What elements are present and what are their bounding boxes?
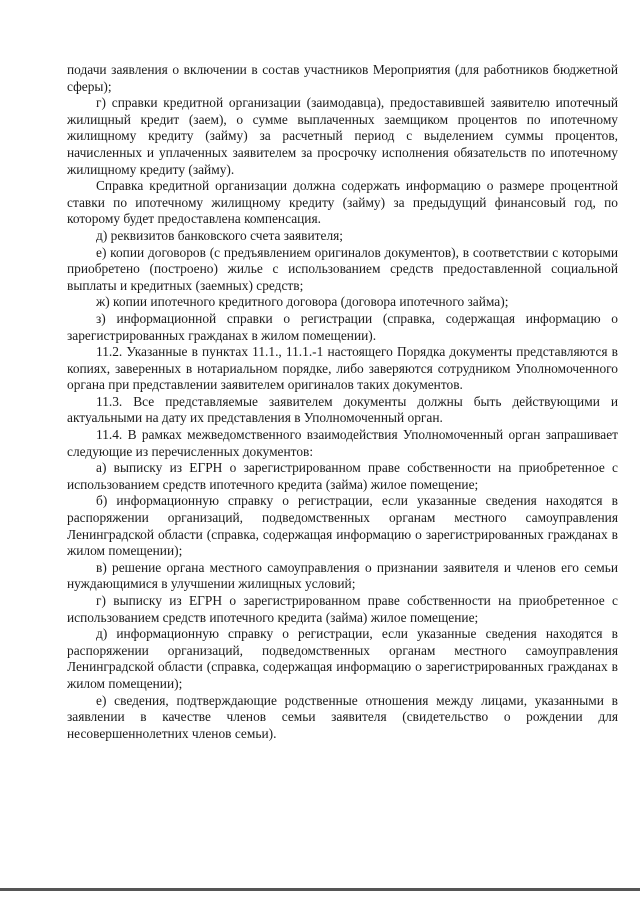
paragraph-section-11-3: 11.3. Все представляемые заявителем документы должны быть действующими и актуальными на дату их представления в Уполномоченный орган. bbox=[67, 393, 618, 426]
paragraph-item-e-contracts: е) копии договоров (с предъявлением оригиналов документов), в соответствии с которыми приобретено (построено) жилье с использованием средств предоставленной социальной выплаты и кредитных (заемных) средств; bbox=[67, 244, 618, 293]
paragraph-item-b-registration-info: б) информационную справку о регистрации, если указанные сведения находятся в распоряжении организаций, подведомственных органам местного самоуправления Ленинградской области (справка, содержащая информацию о зарегистрированных гражданах в жилом помещении); bbox=[67, 493, 618, 559]
paragraph-section-11-4: 11.4. В рамках межведомственного взаимодействия Уполномоченный орган запрашивает следующие из перечисленных документов: bbox=[67, 427, 618, 459]
paragraph-item-d-registration-info: д) информационную справку о регистрации, если указанные сведения находятся в распоряжении организаций, подведомственных органам местного самоуправления Ленинградской области (справка, содержащая информацию о зарегистрированных гражданах в жилом помещении); bbox=[67, 626, 618, 691]
paragraph-item-g-bank-certificate: г) справки кредитной организации (заимодавца), предоставившей заявителю ипотечный жилищный кредит (заем), о сумме выплаченных заемщиком процентов по ипотечному жилищному кредиту (займу) за расчетный период с выделением суммы процентов, начисленных и уплаченных заявителем за просрочку исполнения обязательств по ипотечному жилищному кредиту (займу). bbox=[67, 95, 618, 177]
paragraph-item-d-bank-details: д) реквизитов банковского счета заявителя; bbox=[96, 227, 343, 243]
paragraph-section-11-2: 11.2. Указанные в пунктах 11.1., 11.1.-1 настоящего Порядка документы представляются в копиях, заверенных в нотариальном порядке, либо заверяются сотрудником Уполномоченного органа при представлении заявителем оригиналов таких документов. bbox=[67, 344, 618, 393]
paragraph-item-g-egrn-extract: г) выписку из ЕГРН о зарегистрированном праве собственности на приобретенное с использованием средств ипотечного кредита (займа) жилое помещение; bbox=[67, 593, 618, 625]
paragraph-item-a-egrn-extract: а) выписку из ЕГРН о зарегистрированном праве собственности на приобретенное с использованием средств ипотечного кредита (займа) жилое помещение; bbox=[67, 460, 618, 492]
paragraph-bank-certificate-requirement: Справка кредитной организации должна содержать информацию о размере процентной ставки по ипотечному жилищному кредиту (займу) за предыдущий финансовый год, по которому будет предоставлена компенсация. bbox=[67, 178, 618, 227]
paragraph-item-zh-mortgage-contract: ж) копии ипотечного кредитного договора (договора ипотечного займа); bbox=[96, 294, 509, 310]
paragraph-continuation: подачи заявления о включении в состав участников Мероприятия (для работников бюджетной сферы); bbox=[67, 62, 618, 94]
paragraph-item-v-local-decision: в) решение органа местного самоуправления о признании заявителя и членов его семьи нуждающимися в улучшении жилищных условий; bbox=[67, 559, 618, 592]
paragraph-item-e-kinship-info: е) сведения, подтверждающие родственные отношения между лицами, указанными в заявлении в качестве членов семьи заявителя (свидетельство о рождении для несовершеннолетних членов семьи). bbox=[67, 692, 618, 741]
scan-edge-rule bbox=[0, 888, 640, 891]
paragraph-item-z-registration-certificate: з) информационной справки о регистрации (справка, содержащая информацию о зарегистрированных гражданах в жилом помещении). bbox=[67, 310, 618, 343]
document-body bbox=[67, 62, 618, 742]
